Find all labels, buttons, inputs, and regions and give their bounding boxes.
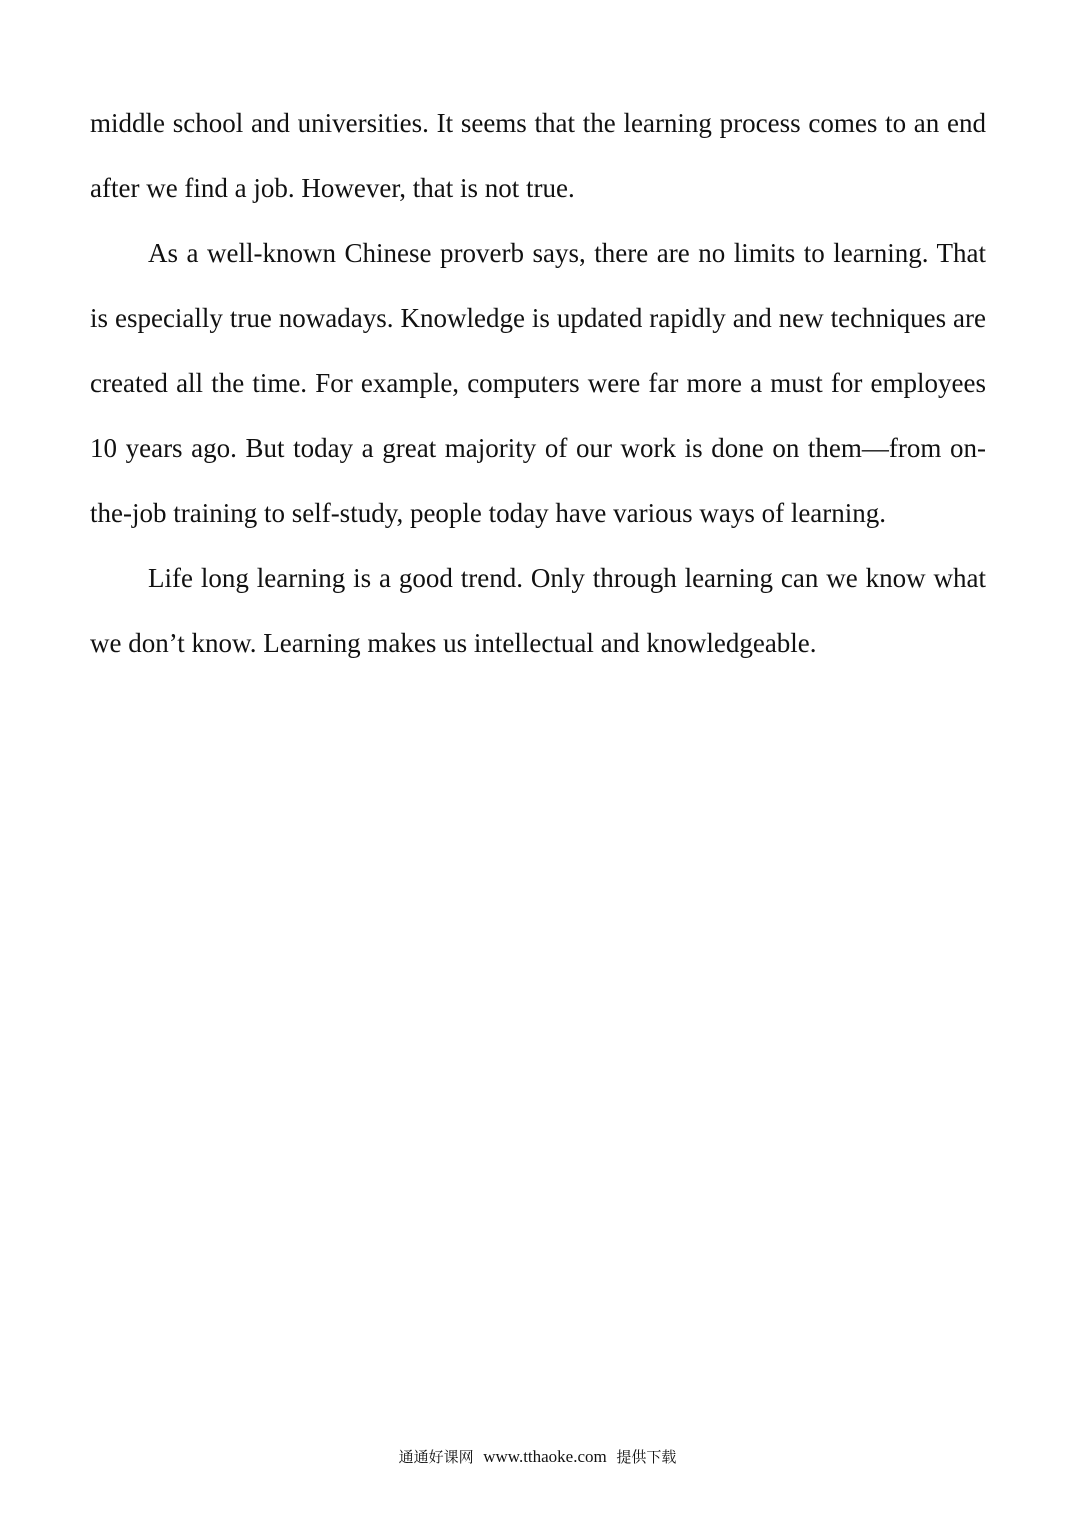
paragraph-1: middle school and universities. It seems that the learning process comes to an end after we find a job. However, that is not true. [90,108,986,203]
footer-url: www.tthaoke.com [483,1447,607,1466]
essay-body [90,91,986,676]
paragraph-3: Life long learning is a good trend. Only through learning can we know what we don’t know. Learning makes us intellectual and knowledgeable. [90,563,986,658]
footer-site-name: 通通好课网 [398,1448,474,1466]
footer-suffix: 提供下载 [616,1448,677,1466]
paragraph-2: As a well-known Chinese proverb says, there are no limits to learning. That is especially true nowadays. Knowledge is updated rapidly and new techniques are created all the time. For example, computers were far more a must for employees 10 years ago. But today a great majority of our work is done on them—from on-the-job training to self-study, people today have various ways of learning. [90,238,986,528]
page-footer [0,1446,1075,1467]
